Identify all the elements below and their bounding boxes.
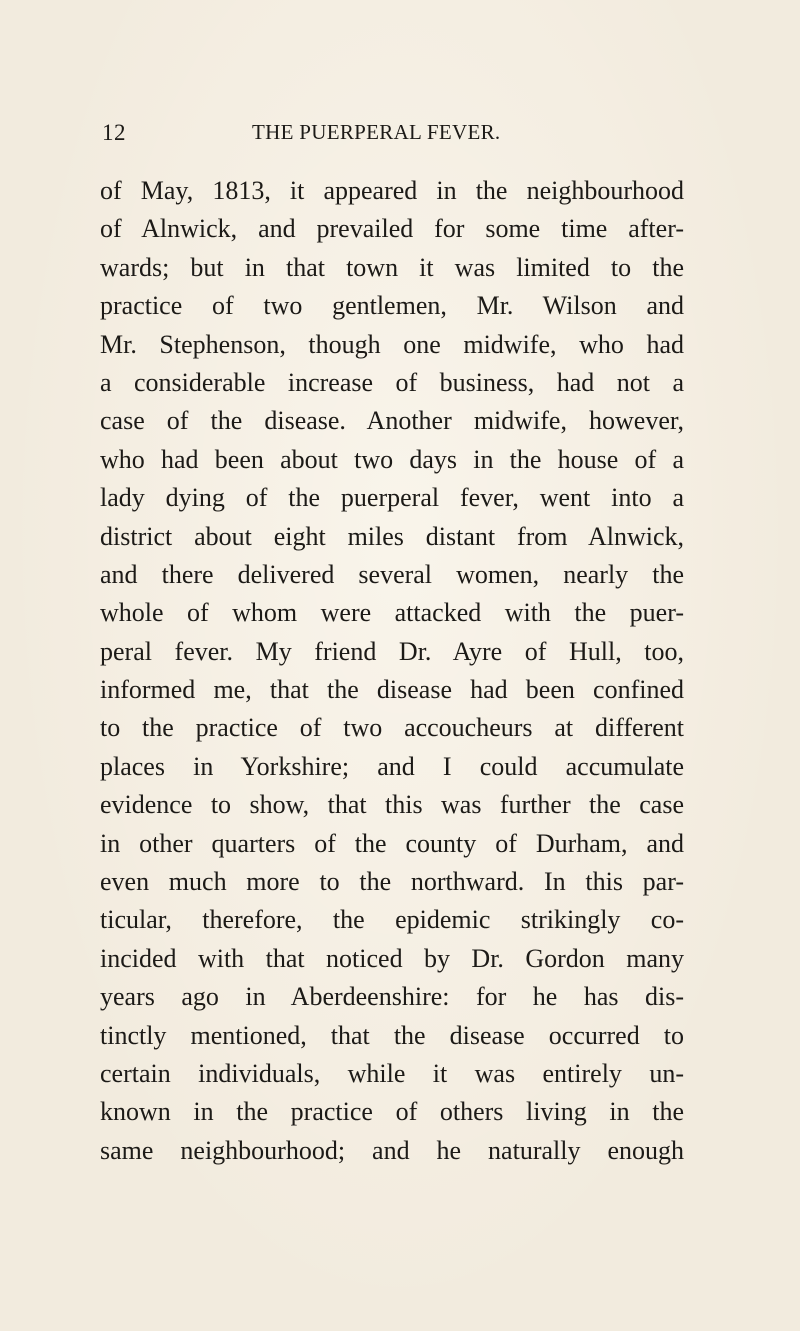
text-line: incided with that noticed by Dr. Gordon many <box>100 943 684 973</box>
text-line: places in Yorkshire; and I could accumulate <box>100 751 684 781</box>
body-text <box>100 172 684 1170</box>
text-line: informed me, that the disease had been confined <box>100 675 684 705</box>
text-line: evidence to show, that this was further the case <box>100 790 684 820</box>
text-line: known in the practice of others living in the <box>100 1097 684 1127</box>
text-line: district about eight miles distant from Alnwick, <box>100 521 684 551</box>
text-line: peral fever. My friend Dr. Ayre of Hull, too, <box>100 636 684 666</box>
text-line: in other quarters of the county of Durham, and <box>100 828 684 858</box>
text-line: years ago in Aberdeenshire: for he has dis- <box>100 982 684 1012</box>
text-line: whole of whom were attacked with the puer- <box>100 598 684 628</box>
text-line: certain individuals, while it was entirely un- <box>100 1058 684 1088</box>
text-line: a considerable increase of business, had not a <box>100 367 684 397</box>
running-title: THE PUERPERAL FEVER. <box>252 120 501 144</box>
text-line: of May, 1813, it appeared in the neighbourhood <box>100 176 684 205</box>
text-line: wards; but in that town it was limited to the <box>100 252 684 282</box>
text-line: practice of two gentlemen, Mr. Wilson and <box>100 291 684 321</box>
text-line: lady dying of the puerperal fever, went into a <box>100 483 684 513</box>
text-line: ticular, therefore, the epidemic strikingly co- <box>100 905 684 935</box>
text-line: Mr. Stephenson, though one midwife, who had <box>100 329 684 359</box>
page-number: 12 <box>102 120 126 145</box>
text-line: who had been about two days in the house of a <box>100 444 684 474</box>
text-line: tinctly mentioned, that the disease occurred to <box>100 1020 684 1050</box>
text-line: of Alnwick, and prevailed for some time after- <box>100 214 684 244</box>
running-head <box>102 120 682 150</box>
text-line: even much more to the northward. In this par- <box>100 867 684 897</box>
text-line: and there delivered several women, nearly the <box>100 559 684 589</box>
text-line: same neighbourhood; and he naturally enough <box>100 1135 684 1165</box>
text-line: case of the disease. Another midwife, however, <box>100 406 684 436</box>
text-line: to the practice of two accoucheurs at different <box>100 713 684 743</box>
